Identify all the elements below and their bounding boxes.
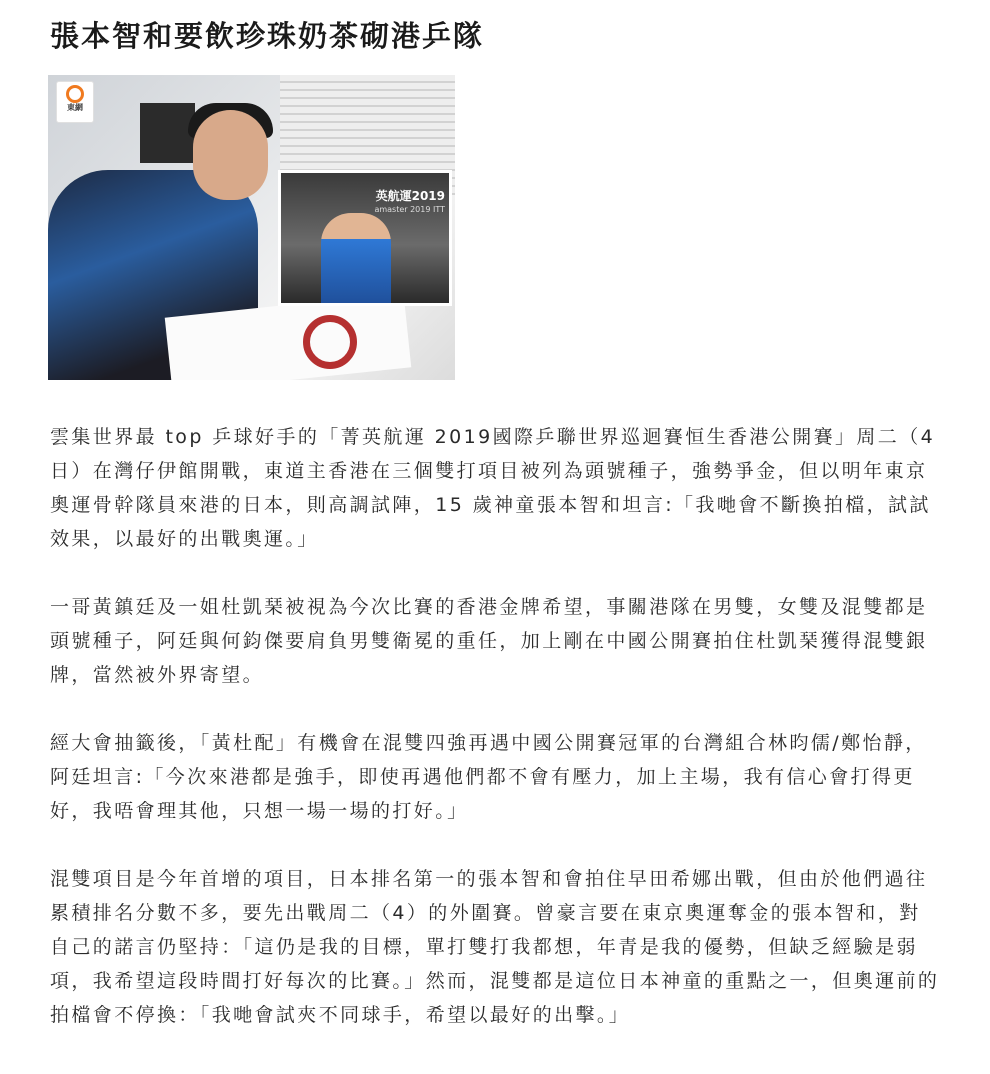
background-sign [140,103,195,163]
calligraphy-mark [303,315,357,369]
logo-ring-icon [66,85,84,103]
paragraph-3: 經大會抽籤後，「黃杜配」有機會在混雙四強再遇中國公開賽冠軍的台灣組合林昀儒/鄭怡靜，阿廷坦言:「今次來港都是強手，即使再遇他們都不會有壓力，加上主場，我有信心會打得更好，我唔會理其他，只想一場一場的打好。」 [50,732,927,822]
article-title: 張本智和要飲珍珠奶茶砌港乒隊 [50,19,485,53]
paragraph-4: 混雙項目是今年首增的項目，日本排名第一的張本智和會拍住早田希娜出戰，但由於他們過往累積排名分數不多，要先出戰周二（4）的外圍賽。曾豪言要在東京奧運奪金的張本智和，對自己的諾言仍堅持：「這仍是我的目標，單打雙打我都想，年青是我的優勢，但缺乏經驗是弱項，我希望這段時間打好每次的比賽。」然而，混雙都是這位日本神童的重點之一，但奧運前的拍檔會不停換：「我哋會試夾不同球手，希望以最好的出擊。」 [50,868,940,1026]
inset-player-figure [321,213,391,305]
player-head [193,110,268,200]
inset-subbanner: amaster 2019 ITT [374,205,445,214]
article-photo [48,75,455,380]
inset-photo [278,170,452,306]
paragraph-2: 一哥黃鎮廷及一姐杜凱琹被視為今次比賽的香港金牌希望，事關港隊在男雙，女雙及混雙都是頭號種子，阿廷與何鈞傑要肩負男雙衛冕的重任，加上剛在中國公開賽拍住杜凱琹獲得混雙銀牌，當然被外界寄望。 [50,596,928,686]
news-logo [56,81,94,123]
inset-banner: 英航運2019 [375,189,445,203]
paragraph-1: 雲集世界最 top 乒球好手的「菁英航運 2019國際乒聯世界巡迴賽恒生香港公開賽」周二（4日）在灣仔伊館開戰，東道主香港在三個雙打項目被列為頭號種子，強勢爭金，但以明年東京奧運骨幹隊員來港的日本，則高調試陣，15 歲神童張本智和坦言:「我哋會不斷換拍檔，試試效果，以最好的出戰奧運。」 [50,426,936,550]
article-body [50,420,940,1066]
logo-label: 東網 [67,103,83,112]
